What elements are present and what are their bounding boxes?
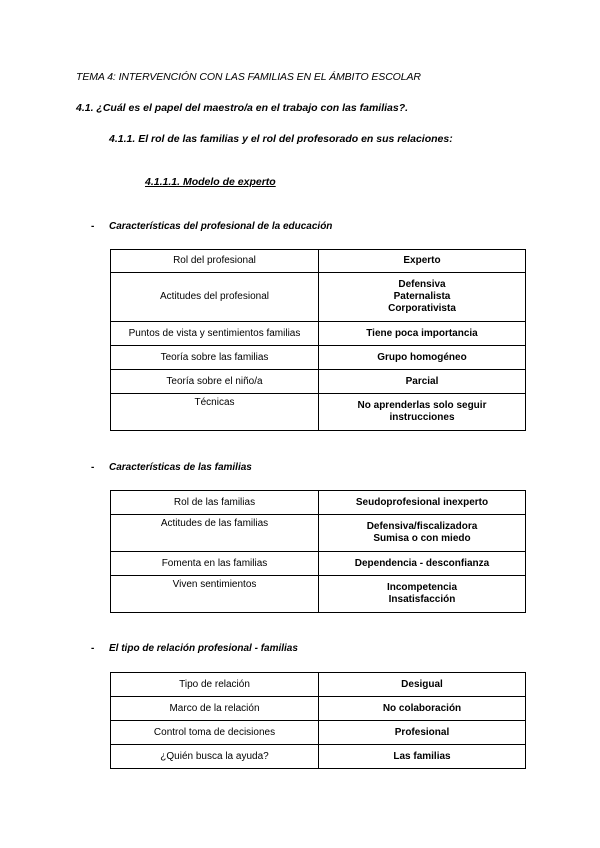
bullet-professional-characteristics	[91, 221, 332, 232]
table-row	[111, 697, 526, 721]
row-label: Tipo de relación	[111, 673, 319, 697]
table-row	[111, 745, 526, 769]
table-row	[111, 576, 526, 613]
row-value: Desigual	[319, 673, 526, 697]
row-label: Viven sentimientos	[111, 576, 319, 613]
table-row	[111, 552, 526, 576]
document-heading: TEMA 4: INTERVENCIÓN CON LAS FAMILIAS EN EL ÁMBITO ESCOLAR	[76, 71, 421, 83]
row-value: Grupo homogéneo	[319, 346, 526, 370]
row-label: Fomenta en las familias	[111, 552, 319, 576]
row-label: Teoría sobre el niño/a	[111, 370, 319, 394]
row-value: Defensiva/fiscalizadora Sumisa o con miedo	[319, 515, 526, 552]
row-value: Dependencia - desconfianza	[319, 552, 526, 576]
row-label: Puntos de vista y sentimientos familias	[111, 322, 319, 346]
row-label: Control toma de decisiones	[111, 721, 319, 745]
row-label: Rol del profesional	[111, 250, 319, 273]
row-value: Parcial	[319, 370, 526, 394]
table-row	[111, 673, 526, 697]
table-row	[111, 394, 526, 431]
row-value: Tiene poca importancia	[319, 322, 526, 346]
bullet-dash: -	[91, 221, 95, 232]
row-value: Las familias	[319, 745, 526, 769]
row-value: Defensiva Paternalista Corporativista	[319, 273, 526, 322]
row-label: Rol de las familias	[111, 491, 319, 515]
bullet-text: El tipo de relación profesional - familias	[109, 643, 298, 654]
bullet-text: Características del profesional de la educación	[109, 221, 333, 232]
row-label: Teoría sobre las familias	[111, 346, 319, 370]
row-label: Actitudes de las familias	[111, 515, 319, 552]
row-value: Experto	[319, 250, 526, 273]
row-label: Actitudes del profesional	[111, 273, 319, 322]
bullet-dash: -	[91, 643, 95, 654]
subsection-heading: 4.1.1. El rol de las familias y el rol del profesorado en sus relaciones:	[109, 133, 453, 145]
table-row	[111, 721, 526, 745]
bullet-dash: -	[91, 462, 95, 473]
table-relationship	[110, 672, 526, 769]
table-row	[111, 250, 526, 273]
bullet-text: Características de las familias	[109, 462, 252, 473]
table-row	[111, 515, 526, 552]
table-row	[111, 346, 526, 370]
row-label: ¿Quién busca la ayuda?	[111, 745, 319, 769]
row-value: No colaboración	[319, 697, 526, 721]
table-row	[111, 491, 526, 515]
row-label: Marco de la relación	[111, 697, 319, 721]
bullet-relationship-type	[91, 643, 298, 654]
bullet-family-characteristics	[91, 462, 252, 473]
row-value: Profesional	[319, 721, 526, 745]
row-value: No aprenderlas solo seguir instrucciones	[319, 394, 526, 431]
row-label: Técnicas	[111, 394, 319, 431]
row-value: Seudoprofesional inexperto	[319, 491, 526, 515]
section-heading: 4.1. ¿Cuál es el papel del maestro/a en el trabajo con las familias?.	[76, 102, 409, 114]
table-professional	[110, 249, 526, 431]
table-row	[111, 273, 526, 322]
table-row	[111, 370, 526, 394]
table-families	[110, 490, 526, 613]
table-row	[111, 322, 526, 346]
subsubsection-heading: 4.1.1.1. Modelo de experto	[145, 176, 276, 188]
row-value: Incompetencia Insatisfacción	[319, 576, 526, 613]
